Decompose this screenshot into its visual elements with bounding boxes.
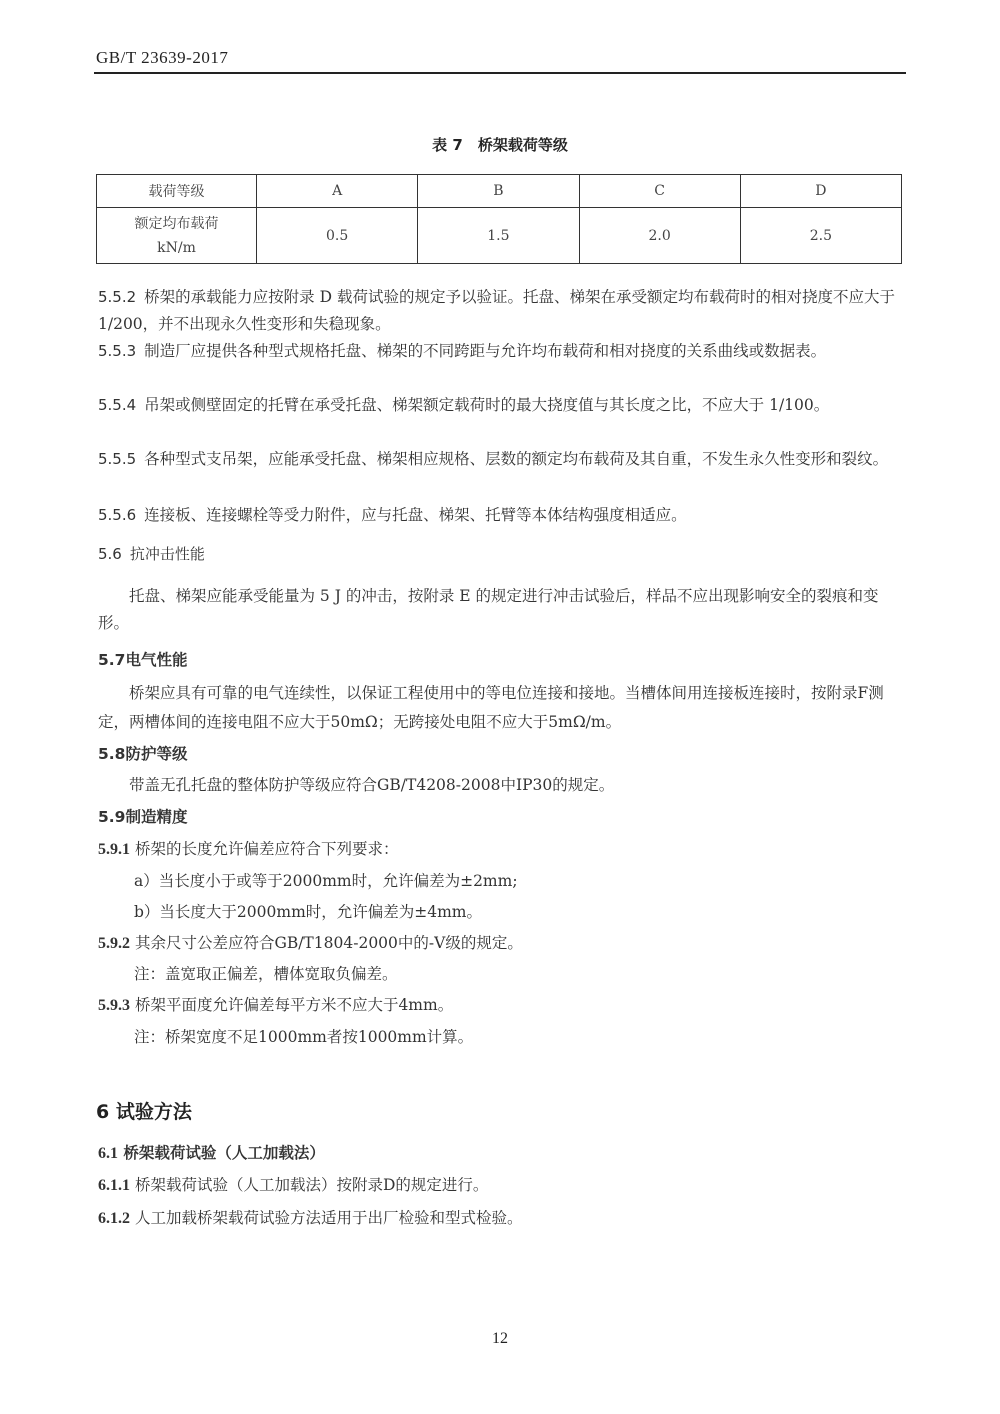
- clause-5-5-2: [98, 284, 904, 338]
- section-number: 6.1: [98, 1145, 118, 1162]
- table-cell-grade: B: [418, 175, 579, 208]
- clause-number: 5.5.5: [98, 450, 137, 468]
- clause-text: 桥架的长度允许偏差应符合下列要求：: [134, 840, 399, 858]
- label-unit: kN/m: [157, 239, 196, 256]
- clause-5-6-text: 托盘、梯架应能承受能量为 5 J 的冲击，按附录 E 的规定进行冲击试验后，样品不应出现影响安全的裂痕和变形。: [98, 587, 879, 632]
- clause-text: 桥架的承载能力应按附录 D 载荷试验的规定予以验证。托盘、梯架在承受额定均布载荷时的相对挠度不应大于 1/200，并不出现永久性变形和失稳现象。: [98, 288, 895, 333]
- clause-number: 5.9.3: [98, 997, 130, 1014]
- section-5-8-heading: 5.8防护等级: [98, 745, 188, 763]
- table-row: [97, 208, 902, 264]
- table-cell-grade: A: [257, 175, 418, 208]
- clause-number: 6.1.2: [98, 1210, 130, 1227]
- standard-header: GB/T 23639-2017: [96, 48, 229, 67]
- section-title: 抗冲击性能: [129, 545, 205, 563]
- section-5-7-heading: 5.7电气性能: [98, 651, 188, 669]
- clause-5-5-6: [98, 502, 904, 529]
- section-6-1-heading: [98, 1140, 904, 1167]
- clause-text: 吊架或侧壁固定的托臂在承受托盘、梯架额定载荷时的最大挠度值与其长度之比，不应大于 1/100。: [144, 396, 830, 414]
- clause-number: 5.9.2: [98, 935, 130, 952]
- note-5-9-2: 注：盖宽取正偏差，槽体宽取负偏差。: [134, 965, 398, 983]
- clause-text: 桥架平面度允许偏差每平方米不应大于4mm。: [134, 996, 454, 1014]
- table-cell-value: 0.5: [257, 208, 418, 264]
- clause-text: 桥架载荷试验（人工加载法）按附录D的规定进行。: [134, 1176, 489, 1194]
- table-cell-grade: D: [740, 175, 901, 208]
- clause-5-5-4: [98, 392, 904, 419]
- table-cell-label: 载荷等级: [97, 175, 257, 208]
- clause-text: 制造厂应提供各种型式规格托盘、梯架的不同跨距与允许均布载荷和相对挠度的关系曲线或数据表。: [144, 342, 827, 360]
- clause-text: 人工加载桥架载荷试验方法适用于出厂检验和型式检验。: [134, 1209, 523, 1227]
- table-cell-grade: C: [579, 175, 740, 208]
- clause-5-9-1: [98, 836, 904, 863]
- section-title: 桥架载荷试验（人工加载法）: [123, 1144, 325, 1162]
- clause-text: 其余尺寸公差应符合GB/T1804-2000中的-V级的规定。: [134, 934, 523, 952]
- clause-5-7-text: 桥架应具有可靠的电气连续性，以保证工程使用中的等电位连接和接地。当槽体间用连接板连接时，按附录F测定，两槽体间的连接电阻不应大于50mΩ；无跨接处电阻不应大于5mΩ/m。: [98, 684, 884, 731]
- section-number: 5.6: [98, 545, 122, 563]
- section-5-9-heading: 5.9制造精度: [98, 808, 188, 826]
- table-cell-value: 2.0: [579, 208, 740, 264]
- page-number: 12: [492, 1330, 508, 1347]
- clause-text: 各种型式支吊架，应能承受托盘、梯架相应规格、层数的额定均布载荷及其自重，不发生永久性变形和裂纹。: [144, 450, 889, 468]
- section-5-6-heading: [98, 541, 904, 568]
- clause-number: 5.5.3: [98, 342, 137, 360]
- note-5-9-3: 注：桥架宽度不足1000mm者按1000mm计算。: [134, 1028, 474, 1046]
- clause-number: 6.1.1: [98, 1177, 130, 1194]
- clause-text: 连接板、连接螺栓等受力附件，应与托盘、梯架、托臂等本体结构强度相适应。: [144, 506, 687, 524]
- clause-5-5-3: [98, 338, 904, 365]
- table-cell-value: 1.5: [418, 208, 579, 264]
- chapter-6-heading: 6 试验方法: [96, 1101, 192, 1123]
- table-row: [97, 175, 902, 208]
- list-item-a: a）当长度小于或等于2000mm时，允许偏差为±2mm;: [134, 872, 518, 890]
- clause-number: 5.5.4: [98, 396, 137, 414]
- table-caption: 表 7 桥架载荷等级: [432, 136, 568, 154]
- header-divider: [94, 72, 906, 74]
- clause-5-9-2: [98, 930, 904, 957]
- clause-5-8-text: 带盖无孔托盘的整体防护等级应符合GB/T4208-2008中IP30的规定。: [129, 776, 615, 794]
- clause-5-5-5: [98, 446, 904, 473]
- label-line: 额定均布载荷: [134, 215, 219, 232]
- clause-5-9-3: [98, 992, 904, 1019]
- table-cell-value: 2.5: [740, 208, 901, 264]
- list-item-b: b）当长度大于2000mm时，允许偏差为±4mm。: [134, 903, 483, 921]
- clause-6-1-2: [98, 1205, 904, 1232]
- clause-number: 5.5.6: [98, 506, 137, 524]
- load-grade-table: [96, 174, 902, 264]
- clause-number: 5.9.1: [98, 841, 130, 858]
- clause-number: 5.5.2: [98, 288, 137, 306]
- clause-6-1-1: [98, 1172, 904, 1199]
- table-cell-label: [97, 208, 257, 264]
